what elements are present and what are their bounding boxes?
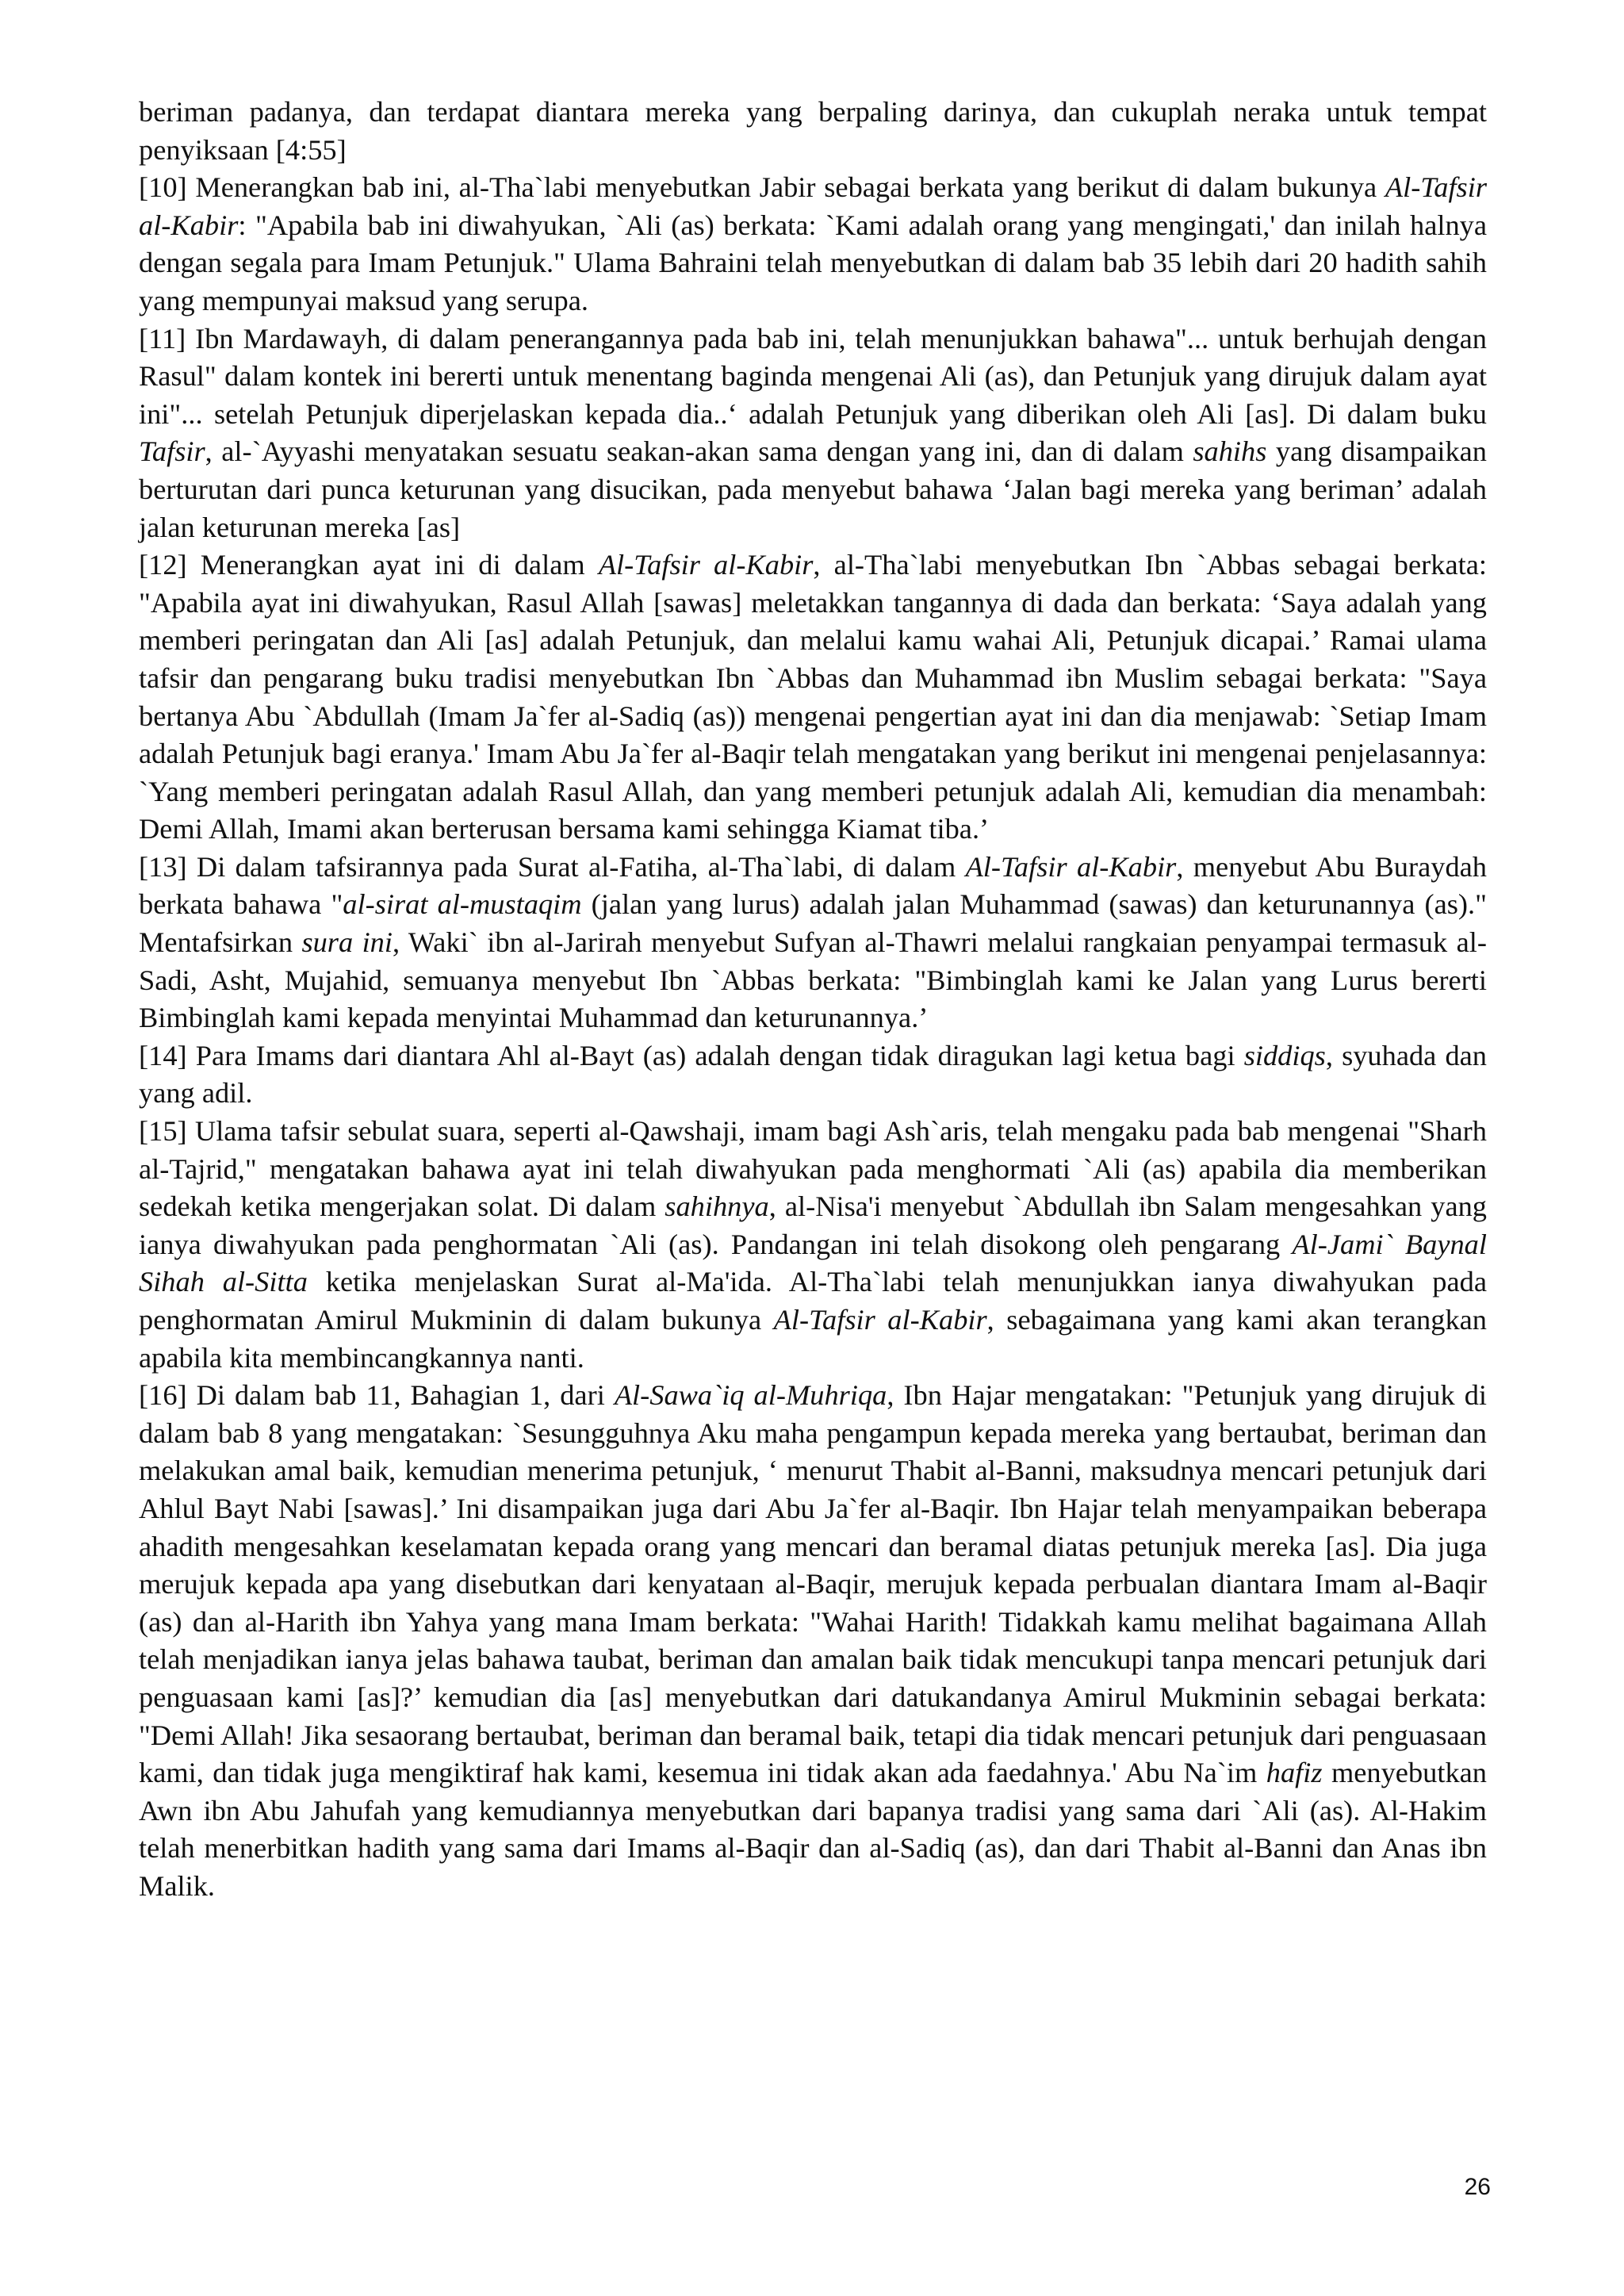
text-run: menyebutkan Awn ibn Abu Jahufah yang kemudiannya menyebutkan dari bapanya tradisi yang sama dari `Ali (as). Al-Hakim telah menerbitkan hadith yang sama dari Imams al-Baqir dan al-Sadiq (as), dan dari Thabit al-Banni dan Anas ibn Malik. bbox=[139, 1757, 1487, 1902]
italic-text-run: Al-Sawa`iq al-Muhriqa bbox=[614, 1379, 887, 1412]
text-run: [12] Menerangkan ayat ini di dalam bbox=[139, 549, 599, 581]
text-run: [11] Ibn Mardawayh, di dalam penerangannya pada bab ini, telah menunjukkan bahawa"... untuk berhujah dengan Rasul" dalam kontek ini bererti untuk menentang baginda mengenai Ali (as), dan Petunjuk yang dirujuk dalam ayat ini"... setelah Petunjuk diperjelaskan kepada dia..‘ adalah Petunjuk yang diberikan oleh Ali [as]. Di dalam buku bbox=[139, 322, 1487, 430]
text-run: yang disampaikan berturutan dari punca keturunan yang disucikan, pada menyebut bahawa ‘Jalan bagi mereka yang beriman’ adalah jalan keturunan mereka [as] bbox=[139, 435, 1487, 543]
paragraph bbox=[139, 1037, 1487, 1113]
italic-text-run: sahihs bbox=[1193, 435, 1267, 468]
text-run: , al-Nisa'i menyebut `Abdullah ibn Salam mengesahkan yang ianya diwahyukan pada penghormatan `Ali (as). Pandangan ini telah disokong oleh pengarang bbox=[139, 1190, 1487, 1260]
text-run: [16] Di dalam bab 11, Bahagian 1, dari bbox=[139, 1379, 615, 1412]
text-run: [15] Ulama tafsir sebulat suara, seperti al-Qawshaji, imam bagi Ash`aris, telah mengaku pada bab mengenai "Sharh al-Tajrid," mengatakan bahawa ayat ini telah diwahyukan pada menghormati `Ali (as) apabila dia memberikan sedekah ketika mengerjakan solat. Di dalam bbox=[139, 1115, 1487, 1223]
italic-text-run: sahihnya bbox=[665, 1190, 769, 1223]
italic-text-run: siddiqs bbox=[1243, 1039, 1326, 1071]
italic-text-run: al-sirat al-mustaqim bbox=[343, 888, 582, 921]
text-run: ketika menjelaskan Surat al-Ma'ida. Al-Tha`labi telah menunjukkan ianya diwahyukan pada penghormatan Amirul Mukminin di dalam bukunya bbox=[139, 1266, 1488, 1336]
paragraph bbox=[139, 849, 1487, 1037]
italic-text-run: Al-Tafsir al-Kabir bbox=[598, 549, 814, 581]
italic-text-run: hafiz bbox=[1266, 1757, 1323, 1789]
text-run: , Waki` ibn al-Jarirah menyebut Sufyan al-Thawri melalui rangkaian penyampai termasuk al-Sadi, Asht, Mujahid, semuanya menyebut Ibn `Abbas berkata: "Bimbinglah kami ke Jalan yang Lurus bererti Bimbinglah kami kepada menyintai Muhammad dan keturunannya.’ bbox=[139, 926, 1487, 1034]
italic-text-run: Al-Tafsir al-Kabir bbox=[965, 850, 1177, 883]
page-number: 26 bbox=[1464, 2174, 1491, 2200]
text-run: : "Apabila bab ini diwahyukan, `Ali (as) berkata: `Kami adalah orang yang mengingati,' dan inilah halnya dengan segala para Imam Petunjuk." Ulama Bahraini telah menyebutkan di dalam bab 35 lebih dari 20 hadith sahih yang mempunyai maksud yang serupa. bbox=[139, 209, 1487, 316]
paragraph bbox=[139, 1113, 1487, 1377]
text-run: , al-Tha`labi menyebutkan Ibn `Abbas sebagai berkata: "Apabila ayat ini diwahyukan, Rasul Allah [sawas] meletakkan tangannya di dada dan berkata: ‘Saya adalah yang memberi peringatan dan Ali [as] adalah Petunjuk, dan melalui kamu wahai Ali, Petunjuk dicapai.’ Ramai ulama tafsir dan pengarang buku tradisi menyebutkan Ibn `Abbas dan Muhammad ibn Muslim sebagai berkata: "Saya bertanya Abu `Abdullah (Imam Ja`fer al-Sadiq (as)) mengenai pengertian ayat ini dan dia menjawab: `Setiap Imam adalah Petunjuk bagi eranya.' Imam Abu Ja`fer al-Baqir telah mengatakan yang berikut ini mengenai penjelasannya: `Yang memberi peringatan adalah Rasul Allah, dan yang memberi petunjuk adalah Ali, kemudian dia menambah: Demi Allah, Imami akan berterusan bersama kami sehingga Kiamat tiba.’ bbox=[139, 549, 1487, 845]
paragraph bbox=[139, 320, 1487, 547]
text-run: [14] Para Imams dari diantara Ahl al-Bayt (as) adalah dengan tidak diragukan lagi ketua bagi bbox=[139, 1039, 1244, 1071]
text-run: [13] Di dalam tafsirannya pada Surat al-Fatiha, al-Tha`labi, di dalam bbox=[139, 850, 966, 883]
body-text bbox=[139, 94, 1487, 1906]
italic-text-run: Al-Jami` Baynal Sihah al-Sitta bbox=[139, 1228, 1487, 1298]
paragraph bbox=[139, 1377, 1487, 1905]
italic-text-run: Al-Tafsir al-Kabir bbox=[139, 171, 1487, 241]
text-run: [10] Menerangkan bab ini, al-Tha`labi menyebutkan Jabir sebagai berkata yang berikut di dalam bukunya bbox=[139, 171, 1385, 204]
text-run: , sebagaimana yang kami akan terangkan apabila kita membincangkannya nanti. bbox=[139, 1304, 1487, 1374]
text-run: , al-`Ayyashi menyatakan sesuatu seakan-akan sama dengan yang ini, dan di dalam bbox=[205, 435, 1193, 468]
italic-text-run: Tafsir bbox=[139, 435, 205, 468]
text-run: , syuhada dan yang adil. bbox=[139, 1039, 1487, 1110]
paragraph bbox=[139, 94, 1487, 169]
paragraph bbox=[139, 546, 1487, 849]
italic-text-run: Al-Tafsir al-Kabir bbox=[773, 1304, 987, 1336]
text-run: beriman padanya, dan terdapat diantara mereka yang berpaling darinya, dan cukuplah neraka untuk tempat penyiksaan [4:55] bbox=[139, 96, 1487, 166]
italic-text-run: sura ini bbox=[301, 926, 393, 959]
text-run: , menyebut Abu Buraydah berkata bahawa " bbox=[139, 850, 1487, 921]
text-run: , Ibn Hajar mengatakan: "Petunjuk yang dirujuk di dalam bab 8 yang mengatakan: `Sesungguhnya Aku maha pengampun kepada mereka yang bertaubat, beriman dan melakukan amal baik, kemudian menerima petunjuk, ‘ menurut Thabit al-Banni, maksudnya mencari petunjuk dari Ahlul Bayt Nabi [sawas].’ Ini disampaikan juga dari Abu Ja`fer al-Baqir. Ibn Hajar telah menyampaikan beberapa ahadith mengesahkan keselamatan kepada orang yang mencari dan beramal diatas petunjuk mereka [as]. Dia juga merujuk kepada apa yang disebutkan dari kenyataan al-Baqir, merujuk kepada perbualan diantara Imam al-Baqir (as) dan al-Harith ibn Yahya yang mana Imam berkata: "Wahai Harith! Tidakkah kamu melihat bagaimana Allah telah menjadikan ianya jelas bahawa taubat, beriman dan amalan baik tidak mencukupi tanpa mencari petunjuk dari penguasaan kami [as]?’ kemudian dia [as] menyebutkan dari datukandanya Amirul Mukminin sebagai berkata: "Demi Allah! Jika sesaorang bertaubat, beriman dan beramal baik, tetapi dia tidak mencari petunjuk dari penguasaan kami, dan tidak juga mengiktiraf hak kami, kesemua ini tidak akan ada faedahnya.' Abu Na`im bbox=[139, 1379, 1487, 1789]
paragraph bbox=[139, 169, 1487, 320]
text-run: (jalan yang lurus) adalah jalan Muhammad (sawas) dan keturunannya (as)." Mentafsirkan bbox=[139, 888, 1487, 959]
